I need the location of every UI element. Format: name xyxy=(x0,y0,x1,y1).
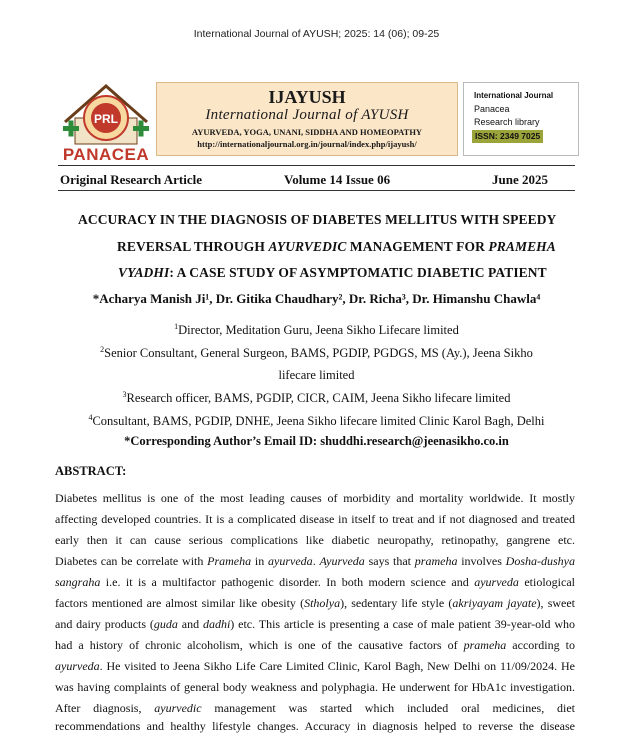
abstract-line-9: ayurveda. He visited to Jeena Sikho Life Care Limited Clinic, Karol Bagh, New Delhi on 11/09/2024. He xyxy=(55,659,575,673)
journal-subjects: AYURVEDA, YOGA, UNANI, SIDDHA AND HOMEOPATHY xyxy=(191,127,423,137)
panacea-logo xyxy=(55,82,157,162)
publisher-line-2: Panacea xyxy=(474,104,510,114)
journal-abbreviation: IJAYUSH xyxy=(268,87,346,107)
affiliation-2: $^2$Senior Consultant, General Surgeon, BAMS, PGDIP, PGDGS, MS (Ay.), Jeena Sikho xyxy=(100,345,533,361)
logo-emblem-icon xyxy=(55,82,157,148)
abstract-line-11: After diagnosis, ayurvedic management was started which included oral medicines, diet xyxy=(55,701,575,715)
abstract-line-8: had a history of chronic alcoholism, which is one of the causative factors of prameha according to xyxy=(55,638,575,652)
journal-masthead xyxy=(156,82,458,156)
article-type: Original Research Article xyxy=(60,172,203,187)
abstract-line-1: Diabetes mellitus is one of the most leading causes of morbidity and mortality worldwide. It mostly xyxy=(55,491,575,505)
abstract-line-5: sangraha i.e. it is a multifactor pathogenic disorder. In both modern science and ayurveda etiological xyxy=(55,575,575,589)
publisher-box xyxy=(463,82,579,156)
journal-name: International Journal of AYUSH xyxy=(205,107,409,123)
header-rule-bottom xyxy=(58,190,575,191)
publisher-line-3: Research library xyxy=(474,117,540,127)
title-line-2: REVERSAL THROUGH AYURVEDIC MANAGEMENT FOR PRAMEHA xyxy=(117,238,556,254)
journal-url[interactable]: http://internationaljournal.org.in/journal/index.php/ijayush/ xyxy=(197,139,417,149)
publication-date: June 2025 xyxy=(492,172,548,187)
logo-badge: PRL xyxy=(94,112,118,126)
logo-wordmark: PANACEA xyxy=(62,145,150,164)
abstract-line-3: early then it can cause serious complications like diabetic neuropathy, retinopathy, gangrene etc. xyxy=(55,533,575,547)
title-line-3: VYADHI: A CASE STUDY OF ASYMPTOMATIC DIABETIC PATIENT xyxy=(118,265,547,280)
issn-label: ISSN: 2349 7025 xyxy=(472,130,543,143)
affiliation-3: $^3$Research officer, BAMS, PGDIP, CICR, CAIM, Jeena Sikho lifecare limited xyxy=(122,390,511,406)
volume-issue: Volume 14 Issue 06 xyxy=(284,172,391,187)
affiliation-1: $^1$Director, Meditation Guru, Jeena Sikho Lifecare limited xyxy=(174,322,459,338)
article-title xyxy=(70,207,570,287)
affiliation-2-continued: lifecare limited xyxy=(278,368,355,382)
corresponding-author-email: *Corresponding Author’s Email ID: shuddhi.research@jeenasikho.co.in xyxy=(124,434,509,448)
author-list: *Acharya Manish Ji¹, Dr. Gitika Chaudhary², Dr. Richa³, Dr. Himanshu Chawla⁴ xyxy=(92,291,541,306)
abstract-heading: ABSTRACT: xyxy=(55,464,127,478)
running-head: International Journal of AYUSH; 2025: 14 (06); 09-25 xyxy=(193,28,440,40)
header-rule-top xyxy=(58,165,575,166)
abstract-line-2: affecting developed countries. It is a complicated disease in itself to treat and if not diagnosed and treated xyxy=(55,512,575,526)
abstract-line-7: and dairy products (guda and dadhi) etc. This article is presenting a case of male patient 39-year-old who xyxy=(55,617,575,631)
affiliation-4: $^4$Consultant, BAMS, PGDIP, DNHE, Jeena Sikho lifecare limited Clinic Karol Bagh, Delhi xyxy=(88,413,545,429)
abstract-line-6: factors mentioned are almost similar like obesity (Stholya), sedentary life style (akriyayam jayate), sweet xyxy=(55,596,576,610)
abstract-line-10: was having complaints of general body weakness and polyphagia. He underwent for HbA1c investigation. xyxy=(55,680,575,694)
title-line-1: ACCURACY IN THE DIAGNOSIS OF DIABETES MELLITUS WITH SPEEDY xyxy=(78,212,557,227)
publisher-line-1: International Journal xyxy=(474,91,554,100)
abstract-line-12: recommendations and healthy lifestyle changes. Accuracy in diagnosis helped to reverse the disease xyxy=(55,719,575,733)
abstract-line-4: Diabetes can be correlate with Prameha in ayurveda. Ayurveda says that prameha involves Dosha-dushya xyxy=(55,554,575,568)
